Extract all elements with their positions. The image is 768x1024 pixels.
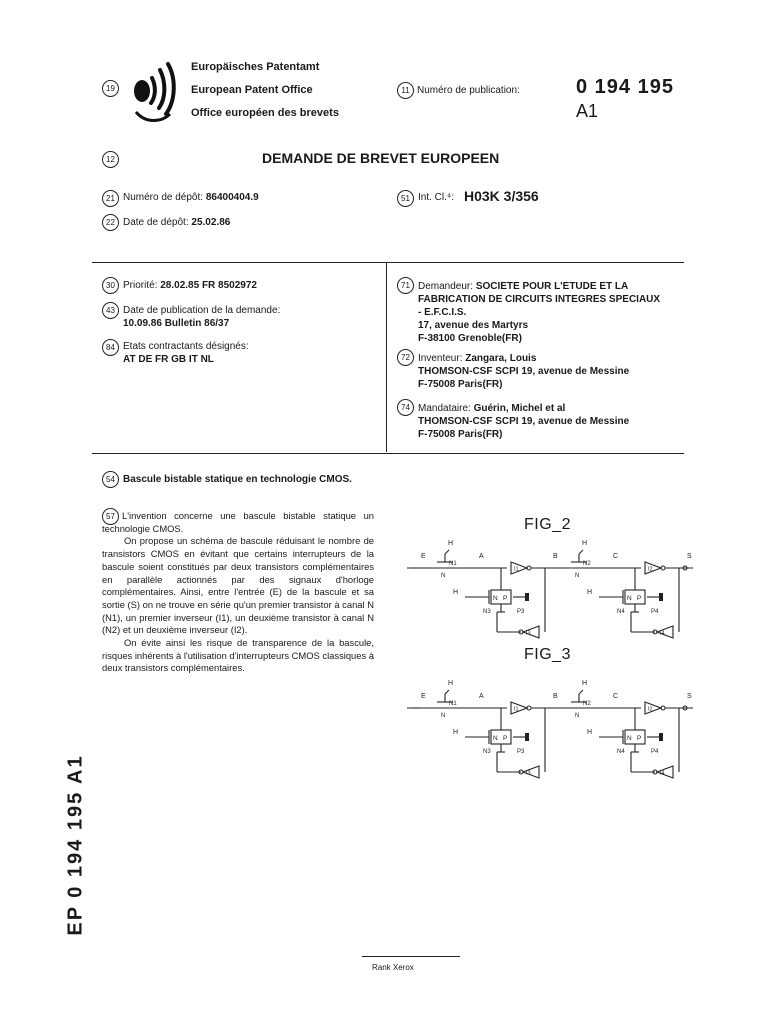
inid-code-43: 43 (102, 302, 119, 319)
application-number: 86400404.9 (205, 192, 259, 203)
epo-logo (128, 56, 180, 128)
fig3-stage1-p-label: P3 (517, 749, 525, 755)
fig3-stage2-n-top-label: N2 (583, 701, 591, 707)
fig3-stage2-n-box-label: N4 (617, 749, 625, 755)
fig2-stage2-p-label: P4 (651, 609, 659, 615)
fig-2-circuit (407, 540, 693, 638)
agent-line-1: Guérin, Michel et al (473, 403, 566, 414)
priority-value: 28.02.85 FR 8502972 (160, 280, 257, 291)
fig3-stage2-gate-hook (579, 690, 583, 694)
fig3-stage1-in-label: E (421, 693, 426, 700)
fig3-stage1-clockbar-label: H (453, 729, 459, 736)
top-rule (92, 262, 684, 263)
agent-line-2: THOMSON-CSF SCPI 19, avenue de Messine (418, 416, 630, 427)
middle-rule (92, 453, 684, 454)
fig2-stage2-np-p: P (637, 595, 642, 602)
fig3-stage1-inverter-back-label: I3 (526, 770, 531, 777)
abstract (102, 510, 374, 675)
inventor-label: Inventeur: (418, 353, 463, 364)
fig3-stage1-np-n: N (493, 735, 498, 742)
fig2-stage2-clock-label: H (582, 540, 588, 547)
publication-number: 0 194 195 (576, 76, 674, 98)
fig3-stage2-np-n: N (627, 735, 632, 742)
fig3-stage2-p-label: P4 (651, 749, 659, 755)
fig3-stage1-inverter-fwd-label: I1 (514, 706, 519, 713)
application-number-label: Numéro de dépôt: (123, 192, 204, 203)
intcl-label: Int. Cl.⁴: (418, 192, 454, 203)
footer-rule (362, 956, 460, 957)
fig3-stage2-p-contact (659, 733, 663, 741)
fig2-stage1-np-n: N (493, 595, 498, 602)
fig3-stage1-np-p: P (503, 735, 508, 742)
fig2-stage2-mid-label: C (613, 553, 619, 560)
inid-code-57: 57 (102, 508, 119, 525)
applicant-block (418, 280, 688, 345)
footer-printer: Rank Xerox (372, 963, 414, 972)
fig2-stage1-out-label: B (553, 553, 558, 560)
column-divider (386, 262, 387, 452)
fig-3-circuit (407, 680, 693, 778)
fig2-stage2-np-n: N (627, 595, 632, 602)
fig2-stage2-n-mark: N (575, 573, 580, 579)
fig3-stage1-gate-hook (445, 690, 449, 694)
applicant-line-1: SOCIETE POUR L'ETUDE ET LA (475, 281, 629, 292)
publication-label: Numéro de publication: (417, 85, 520, 96)
inventor-line-3: F-75008 Paris(FR) (418, 379, 503, 390)
inid-code-30: 30 (102, 277, 119, 294)
fig2-stage2-clockbar-label: H (587, 589, 593, 596)
fig2-stage1-n-mark: N (441, 573, 446, 579)
fig2-stage2-gate-hook (579, 550, 583, 554)
fig2-stage1-p-label: P3 (517, 609, 525, 615)
fig3-stage2-inverter-back-label: I4 (660, 770, 665, 777)
fig3-stage1-clock-label: H (448, 680, 454, 687)
inventor-block (418, 352, 688, 391)
inventor-line-2: THOMSON-CSF SCPI 19, avenue de Messine (418, 366, 630, 377)
agent-label: Mandataire: (418, 403, 471, 414)
fig2-stage2-p-contact (659, 593, 663, 601)
fig2-stage1-p-contact (525, 593, 529, 601)
fig3-stage2-clockbar-label: H (587, 729, 593, 736)
fig2-stage1-np-p: P (503, 595, 508, 602)
fig3-stage1-n-box-label: N3 (483, 749, 491, 755)
abstract-paragraph-1: L'invention concerne une bascule bistable statique un technologie CMOS. (102, 510, 374, 534)
fig2-stage2-out-label: S (687, 553, 692, 560)
inid-code-74: 74 (397, 399, 414, 416)
inid-code-84: 84 (102, 339, 119, 356)
intcl-value: H03K 3/356 (464, 188, 539, 204)
agent-line-3: F-75008 Paris(FR) (418, 429, 503, 440)
publication-date-value: 10.09.86 Bulletin 86/37 (123, 318, 230, 329)
fig2-stage1-n-top-label: N1 (449, 561, 457, 567)
fig3-stage1-mid-label: A (479, 693, 484, 700)
designated-states-label: Etats contractants désignés: (123, 341, 249, 352)
fig3-stage2-clock-label: H (582, 680, 588, 687)
applicant-line-5: F-38100 Grenoble(FR) (418, 333, 522, 344)
fig2-stage1-inverter-back-label: I3 (526, 630, 531, 637)
fig2-stage2-inverter-fwd-label: I2 (648, 566, 653, 573)
filing-date: 25.02.86 (191, 217, 231, 228)
inid-code-51: 51 (397, 190, 414, 207)
document-title: DEMANDE DE BREVET EUROPEEN (262, 150, 500, 166)
fig2-stage2-inverter-back-label: I4 (660, 630, 665, 637)
fig2-stage1-clockbar-label: H (453, 589, 459, 596)
fig3-stage2-np-p: P (637, 735, 642, 742)
fig3-stage1-n-mark: N (441, 713, 446, 719)
office-name-de: Europäisches Patentamt (191, 61, 320, 73)
filing-date-label: Date de dépôt: (123, 217, 189, 228)
office-name-en: European Patent Office (191, 84, 313, 96)
fig2-stage1-gate-hook (445, 550, 449, 554)
applicant-line-4: 17, avenue des Martyrs (418, 320, 529, 331)
inid-code-22: 22 (102, 214, 119, 231)
inid-code-21: 21 (102, 190, 119, 207)
inid-code-54: 54 (102, 471, 119, 488)
fig2-stage1-mid-label: A (479, 553, 484, 560)
fig-2-schematic (405, 520, 695, 645)
invention-title: Bascule bistable statique en technologie CMOS. (123, 474, 352, 485)
applicant-label: Demandeur: (418, 281, 474, 292)
application-number-line (123, 192, 259, 203)
fig2-stage1-in-label: E (421, 553, 426, 560)
publication-date-label: Date de publication de la demande: (123, 305, 281, 316)
inid-code-72: 72 (397, 349, 414, 366)
fig-3-title: FIG_3 (524, 646, 571, 663)
inid-code-12: 12 (102, 151, 119, 168)
agent-block (418, 402, 688, 441)
inventor-line-1: Zangara, Louis (465, 353, 537, 364)
inid-code-19: 19 (102, 80, 119, 97)
designated-states-value: AT DE FR GB IT NL (123, 354, 214, 365)
fig2-stage1-clock-label: H (448, 540, 454, 547)
fig2-stage1-n-box-label: N3 (483, 609, 491, 615)
fig3-stage2-inverter-fwd-label: I2 (648, 706, 653, 713)
publication-kind: A1 (576, 101, 599, 121)
fig3-stage1-out-label: B (553, 693, 558, 700)
abstract-paragraph-2: On propose un schéma de bascule réduisant le nombre de transistors CMOS en évitant que certains interrupteurs de la bascule soient constitués par deux transistors complémentaires en parallèle actionnés par des signaux d'horloge complémentaires. Ainsi, entre l'entrée (E) de la bascule et sa sortie (S) on ne trouve en série qu'un premier transistor à canal N (N1), un premier inverseur (I1), un deuxième transistor à canal N (N2) et un deuxième inverseur (I2). (102, 535, 374, 636)
priority-line (123, 280, 257, 291)
fig-3-schematic (405, 660, 695, 785)
filing-date-line (123, 217, 230, 228)
fig2-stage2-n-box-label: N4 (617, 609, 625, 615)
fig3-stage1-n-top-label: N1 (449, 701, 457, 707)
fig3-stage2-out-label: S (687, 693, 692, 700)
inid-code-71: 71 (397, 277, 414, 294)
priority-label: Priorité: (123, 280, 158, 291)
applicant-line-2: FABRICATION DE CIRCUITS INTEGRES SPECIAUX (418, 294, 661, 305)
side-publication-number: EP 0 194 195 A1 (64, 754, 87, 936)
abstract-paragraph-3: On évite ainsi les risque de transparence de la bascule, risques inhérents à l'utilisation d'interrupteurs CMOS classiques à deux transistors complémentaires. (102, 637, 374, 674)
inid-code-11: 11 (397, 82, 414, 99)
fig2-stage2-n-top-label: N2 (583, 561, 591, 567)
applicant-line-3: - E.F.C.I.S. (418, 307, 467, 318)
fig3-stage1-p-contact (525, 733, 529, 741)
fig2-stage1-inverter-fwd-label: I1 (514, 566, 519, 573)
fig3-stage2-n-mark: N (575, 713, 580, 719)
fig-2-title: FIG_2 (524, 516, 571, 533)
fig3-stage2-mid-label: C (613, 693, 619, 700)
office-name-fr: Office européen des brevets (191, 107, 339, 119)
